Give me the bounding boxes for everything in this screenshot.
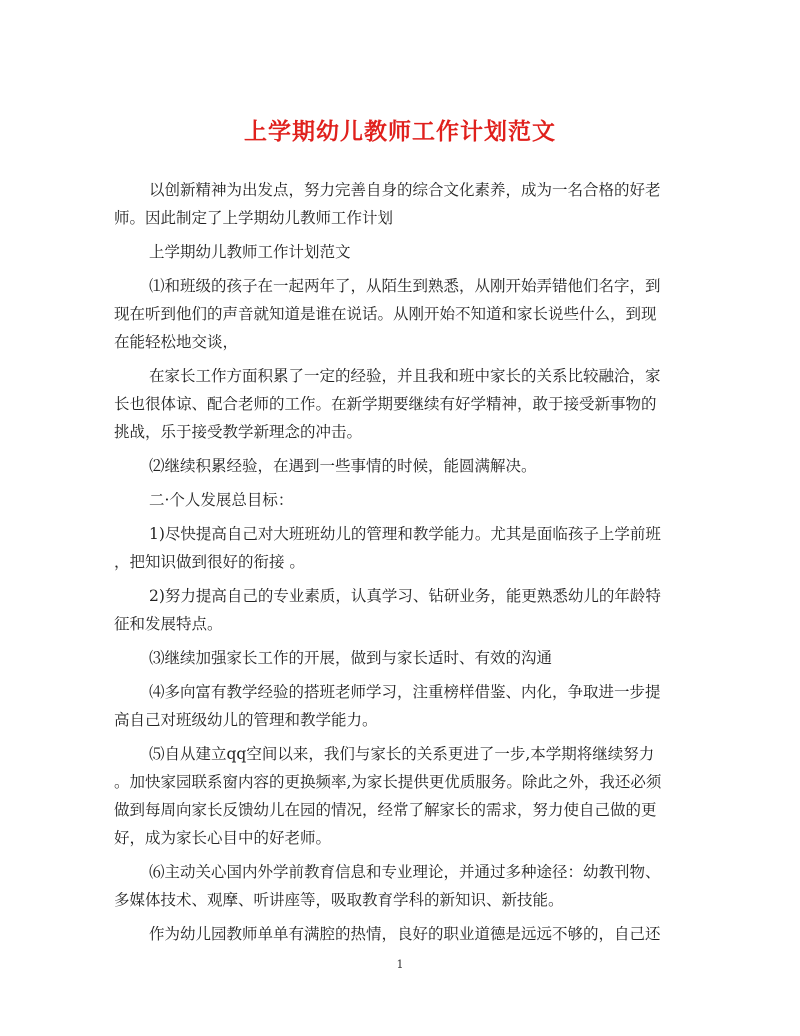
paragraph-item-2: ⑵继续积累经验，在遇到一些事情的时候，能圆满解决。 [149,457,537,475]
page-number: 1 [396,958,404,971]
goal-item-5: ⑸自从建立qq空间以来，我们与家长的关系更进了一步,本学期将继续努力 。加快家园联系窗内容的更换频率,为家长提供更优质服务。除此之外，我还必须 做到每周向家长反馈幼儿在园的情况，经常了解家长的需求，努力使自己做的更 好，成为家长心目中的好老师。 [114,745,662,847]
paragraph-closing: 作为幼儿园教师单单有满腔的热情，良好的职业道德是远远不够的，自己还 [149,925,661,943]
goal-item-6: ⑹主动关心国内外学前教育信息和专业理论，并通过多种途径：幼教刊物、 多媒体技术、观摩、听讲座等，吸取教育学科的新知识、新技能。 [114,863,661,909]
goal-item-2: 2)努力提高自己的专业素质，认真学习、钻研业务，能更熟悉幼儿的年龄特 征和发展特点。 [114,587,661,633]
paragraph-parent-work: 在家长工作方面积累了一定的经验，并且我和班中家长的关系比较融洽，家 长也很体谅、配合老师的工作。在新学期要继续有好学精神，敢于接受新事物的 挑战，乐于接受教学新理念的冲击。 [114,367,661,441]
goal-item-3: ⑶继续加强家长工作的开展，做到与家长适时、有效的沟通 [149,649,553,667]
goal-item-1: 1)尽快提高自己对大班班幼儿的管理和教学能力。尤其是面临孩子上学前班 ，把知识做到很好的衔接 。 [114,525,661,571]
paragraph-item-1: ⑴和班级的孩子在一起两年了，从陌生到熟悉，从刚开始弄错他们名字，到 现在听到他们的声音就知道是谁在说话。从刚开始不知道和家长说些什么，到现 在能轻松地交谈， [114,277,661,351]
goal-item-4: ⑷多向富有教学经验的搭班老师学习，注重榜样借鉴、内化，争取进一步提 高自己对班级幼儿的管理和教学能力。 [114,683,661,729]
paragraph-subheading: 上学期幼儿教师工作计划范文 [149,243,351,261]
document-title: 上学期幼儿教师工作计划范文 [244,118,556,145]
document-body [114,176,686,954]
section-heading-goals: 二·个人发展总目标： [149,491,294,509]
paragraph-intro: 以创新精神为出发点，努力完善自身的综合文化素养，成为一名合格的好老 师。因此制定了上学期幼儿教师工作计划 [114,181,661,227]
